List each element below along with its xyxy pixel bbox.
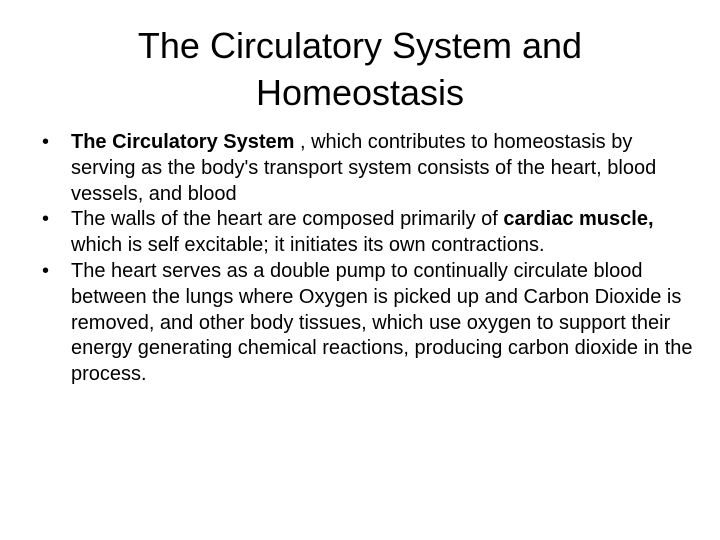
bullet-1-bold-term: The Circulatory System [71,131,295,153]
bullet-item-heart-walls [36,207,696,259]
bullet-1-text: , which contributes to homeostasis by serving as the body's transport system consists of the heart, blood vessels, and blood [71,131,657,205]
slide-title [60,22,660,116]
slide-title-line-2: Homeostasis [255,72,465,113]
bullet-marker: • [42,131,50,153]
bullet-list [36,130,696,388]
bullet-marker: • [42,259,50,282]
bullet-2-text-after: which is self excitable; it initiates its own contractions. [71,234,545,257]
bullet-2-text-before: The walls of the heart are composed primarily of [71,208,504,231]
bullet-2-bold-term: cardiac muscle, [503,208,654,231]
bullet-item-circulatory-system [36,130,696,207]
slide-title-line-1: The Circulatory System and [137,25,583,66]
bullet-item-double-pump [36,259,696,388]
bullet-3-text: The heart serves as a double pump to continually circulate blood between the lungs where Oxygen is picked up and Carbon Dioxide is removed, and other body tissues, which use oxygen to support their energy generating chemical reactions, producing carbon dioxide in the process. [71,259,693,386]
bullet-marker: • [42,208,50,231]
